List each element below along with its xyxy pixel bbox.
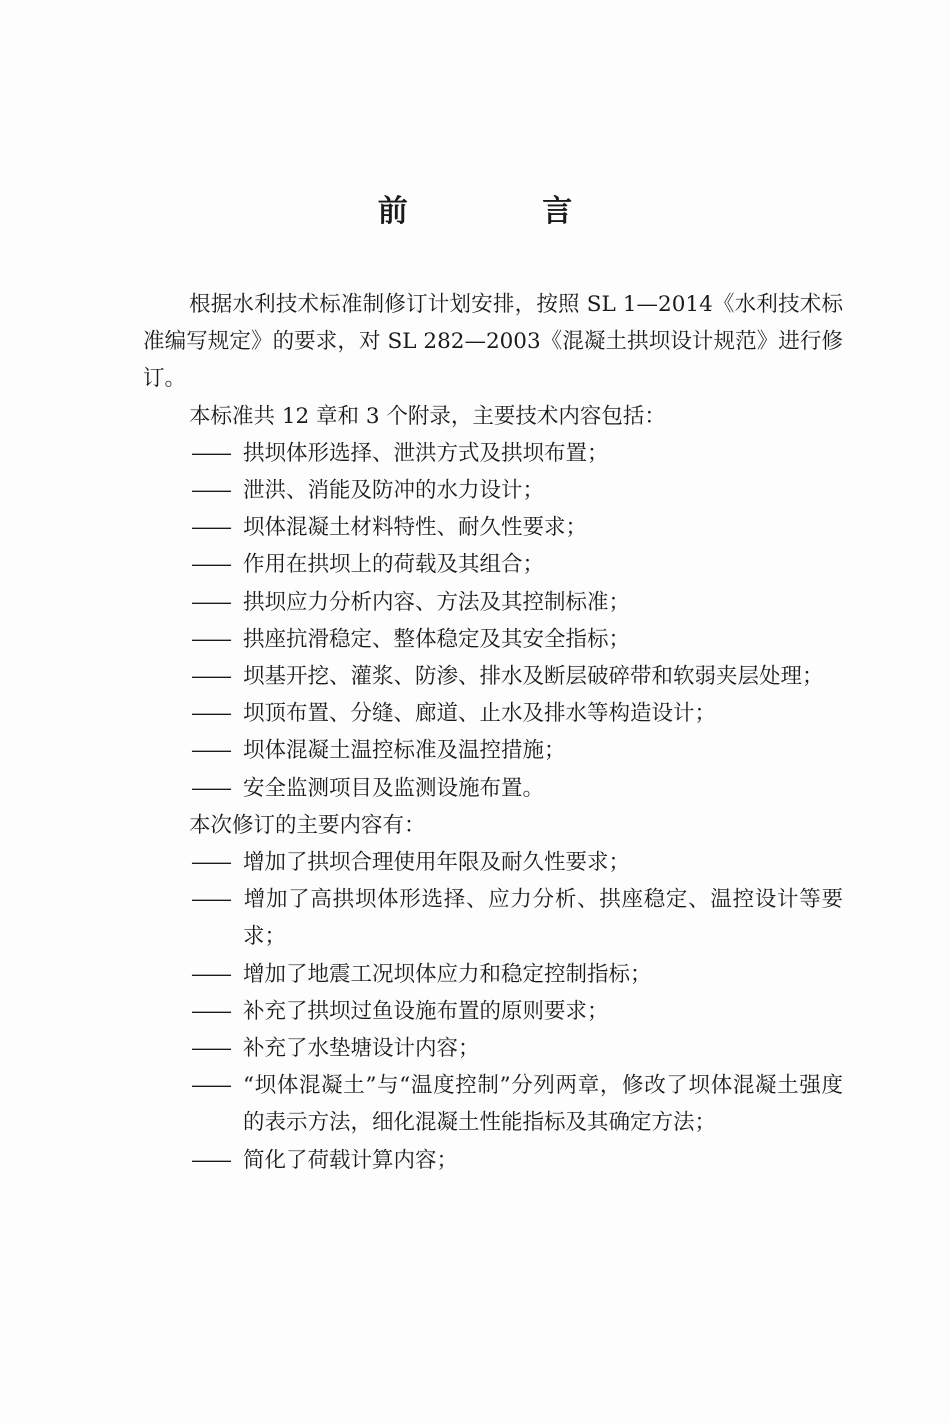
list-dash: —— (191, 626, 230, 652)
list-dash: —— (191, 1073, 230, 1099)
list-dash: —— (191, 440, 230, 466)
list-item-text: 补充了水垫塘设计内容； (243, 1036, 480, 1062)
list-dash: —— (191, 701, 230, 727)
list-item-text: 作用在拱坝上的荷载及其组合； (243, 552, 545, 578)
list-item-text: 坝基开挖、灌浆、防渗、排水及断层破碎带和软弱夹层处理； (243, 664, 824, 690)
list-dash: —— (191, 552, 230, 578)
list-item-text: 坝顶布置、分缝、廊道、止水及排水等构造设计； (243, 701, 717, 727)
scope-intro-paragraph: 本标准共 12 章和 3 个附录，主要技术内容包括： (189, 403, 666, 429)
list-dash: —— (191, 1036, 230, 1062)
list-item-text: 增加了高拱坝体形选择、应力分析、拱座稳定、温控设计等要求； (243, 887, 843, 950)
revision-intro-paragraph: 本次修订的主要内容有： (189, 812, 426, 838)
list-item-text: 增加了拱坝合理使用年限及耐久性要求； (243, 850, 631, 876)
list-item-text: 安全监测项目及监测设施布置。 (243, 775, 545, 801)
list-item (143, 584, 843, 621)
revision-list (143, 844, 843, 1179)
list-item-text: 增加了地震工况坝体应力和稳定控制指标； (243, 961, 652, 987)
list-dash: —— (191, 850, 230, 876)
list-dash: —— (191, 887, 230, 913)
list-dash: —— (191, 961, 230, 987)
list-item-text: 坝体混凝土材料特性、耐久性要求； (243, 515, 588, 541)
page-title: 前 言 (377, 194, 635, 229)
preface-body (143, 286, 843, 1179)
list-item-text: 拱坝体形选择、泄洪方式及拱坝布置； (243, 440, 609, 466)
list-item (143, 1030, 843, 1067)
list-dash: —— (191, 998, 230, 1024)
list-item (143, 1067, 843, 1141)
list-item (143, 435, 843, 472)
list-item (143, 621, 843, 658)
list-item (143, 844, 843, 881)
list-item (143, 546, 843, 583)
list-dash: —— (191, 664, 230, 690)
list-dash: —— (191, 589, 230, 615)
list-dash: —— (191, 1147, 230, 1173)
list-item (143, 993, 843, 1030)
list-item-text: 拱坝应力分析内容、方法及其控制标准； (243, 589, 631, 615)
list-item (143, 509, 843, 546)
list-item (143, 770, 843, 807)
list-dash: —— (191, 738, 230, 764)
list-item-text: 拱座抗滑稳定、整体稳定及其安全指标； (243, 626, 631, 652)
list-dash: —— (191, 775, 230, 801)
list-dash: —— (191, 515, 230, 541)
list-dash: —— (191, 478, 230, 504)
list-item-text: 补充了拱坝过鱼设施布置的原则要求； (243, 998, 609, 1024)
scope-list (143, 435, 843, 807)
intro-paragraph: 根据水利技术标准制修订计划安排，按照 SL 1—2014《水利技术标准编写规定》的要求，对 SL 282—2003《混凝土拱坝设计规范》进行修订。 (143, 292, 843, 392)
list-item (143, 658, 843, 695)
list-item-text: 简化了荷载计算内容； (243, 1147, 459, 1173)
list-item-text: 坝体混凝土温控标准及温控措施； (243, 738, 566, 764)
list-item (143, 956, 843, 993)
list-item (143, 732, 843, 769)
list-item (143, 881, 843, 955)
list-item (143, 472, 843, 509)
list-item-text: “坝体混凝土”与“温度控制”分列两章，修改了坝体混凝土强度的表示方法，细化混凝土性能指标及其确定方法； (243, 1073, 843, 1136)
list-item (143, 1142, 843, 1179)
list-item-text: 泄洪、消能及防冲的水力设计； (243, 478, 545, 504)
list-item (143, 695, 843, 732)
